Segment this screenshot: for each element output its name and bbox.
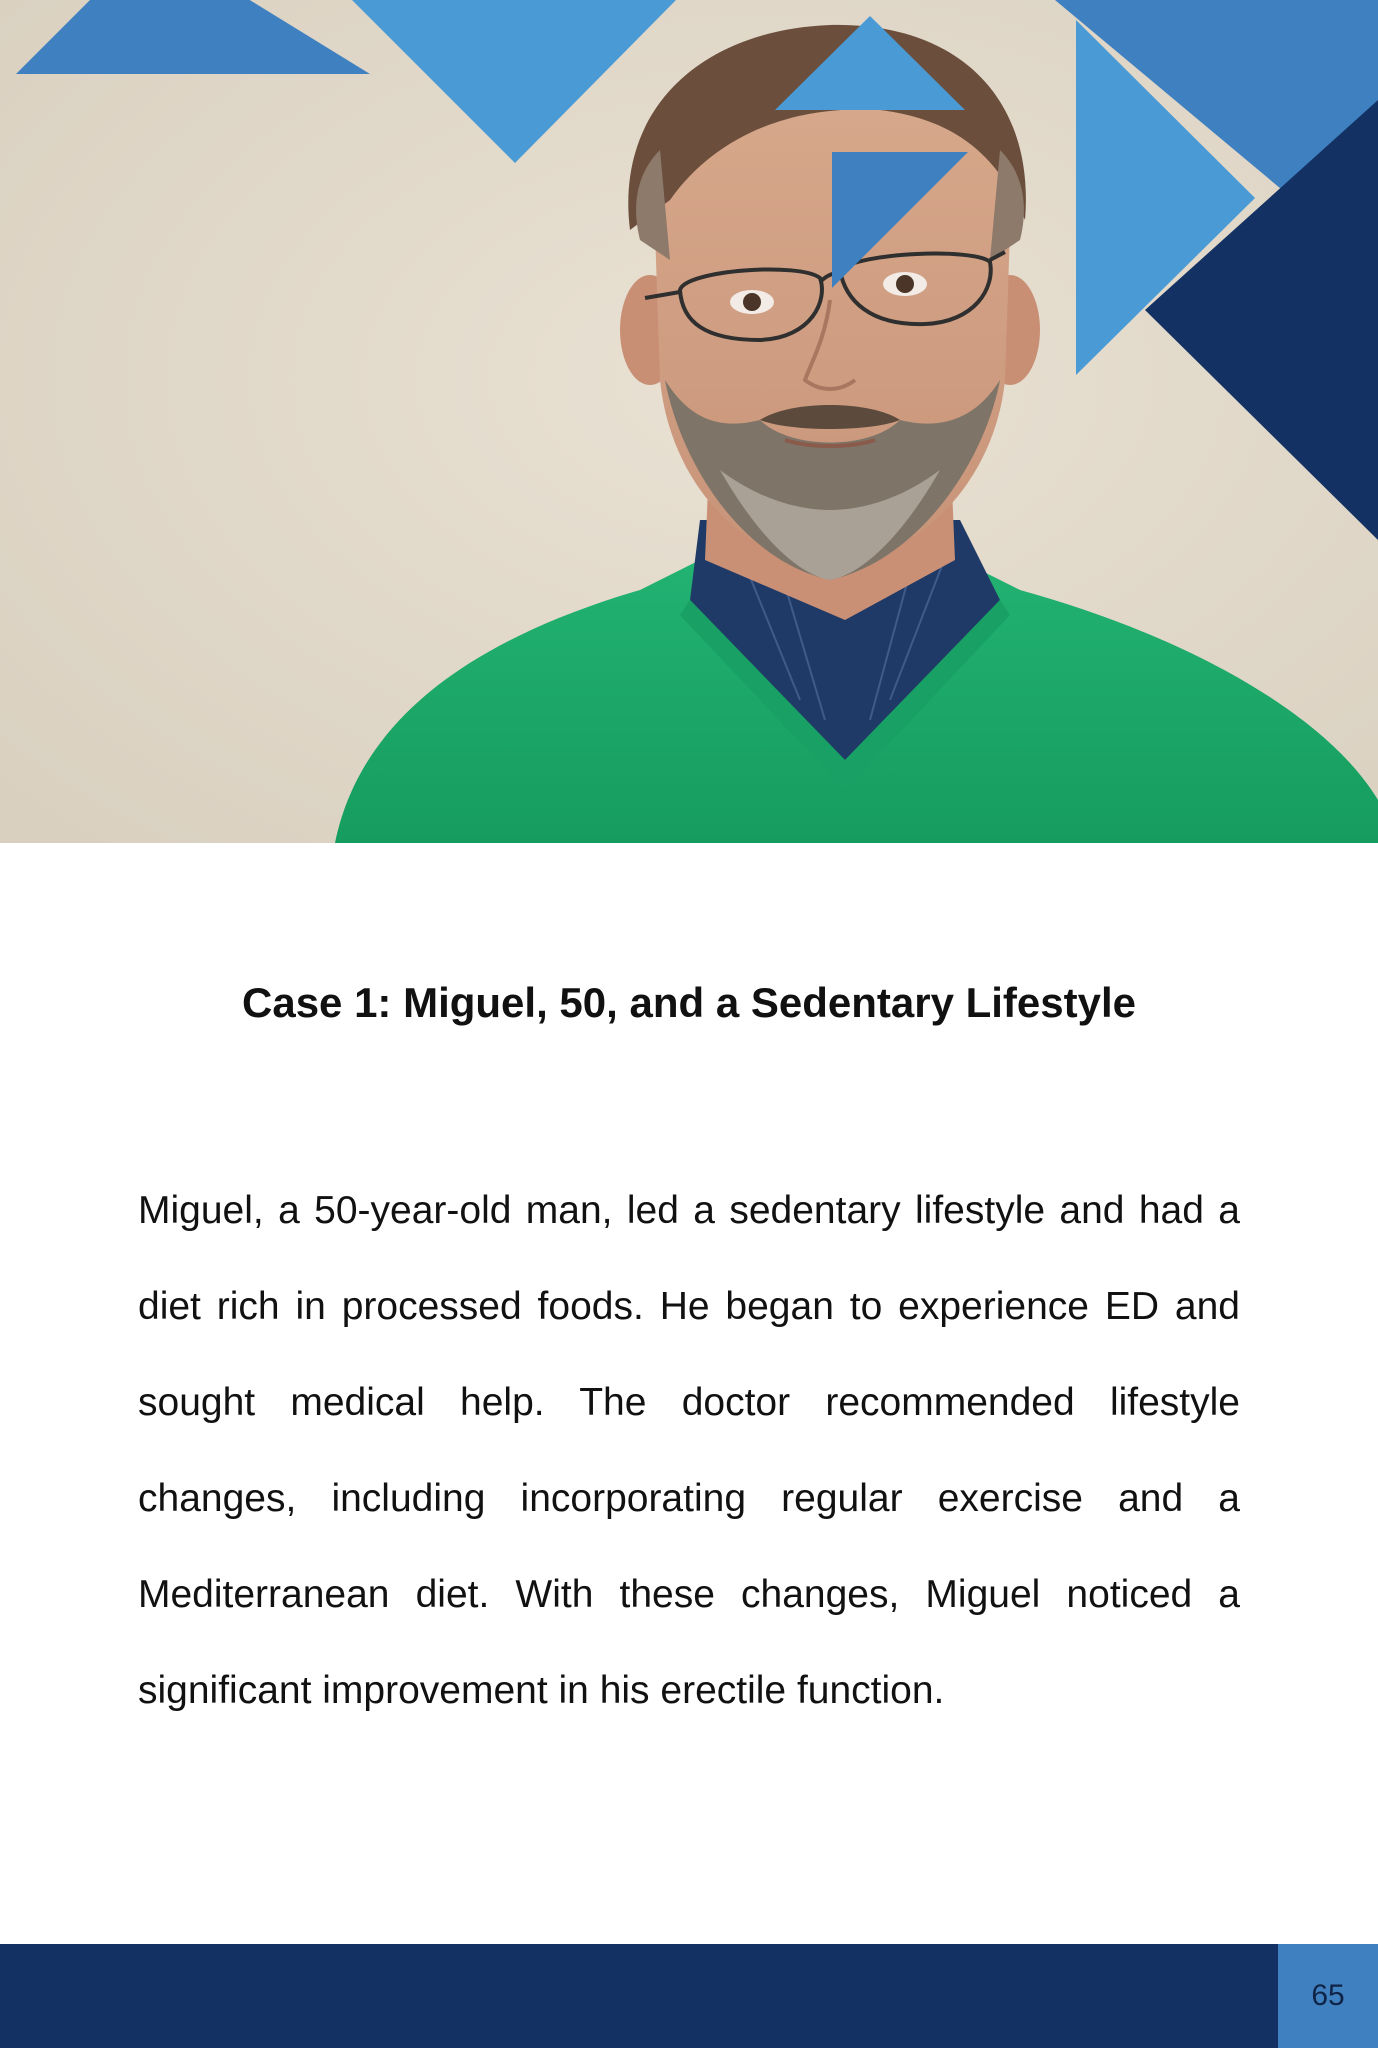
page-number-box: [1278, 1944, 1378, 2048]
page-number: 65: [1311, 1979, 1345, 2012]
case-title: Case 1: Miguel, 50, and a Sedentary Lifestyle: [242, 979, 1136, 1026]
footer-bar: [0, 1944, 1378, 2048]
case-body-paragraph: Miguel, a 50-year-old man, led a sedentary lifestyle and had a diet rich in processed foods. He began to experience ED and sought medical help. The doctor recommended lifestyle changes, including incorporating regular exercise and a Mediterranean diet. With these changes, Miguel noticed a significant improvement in his erectile function.: [138, 1189, 1240, 1712]
hero-photo: [0, 0, 1378, 843]
hero-illustration: [0, 0, 1378, 843]
